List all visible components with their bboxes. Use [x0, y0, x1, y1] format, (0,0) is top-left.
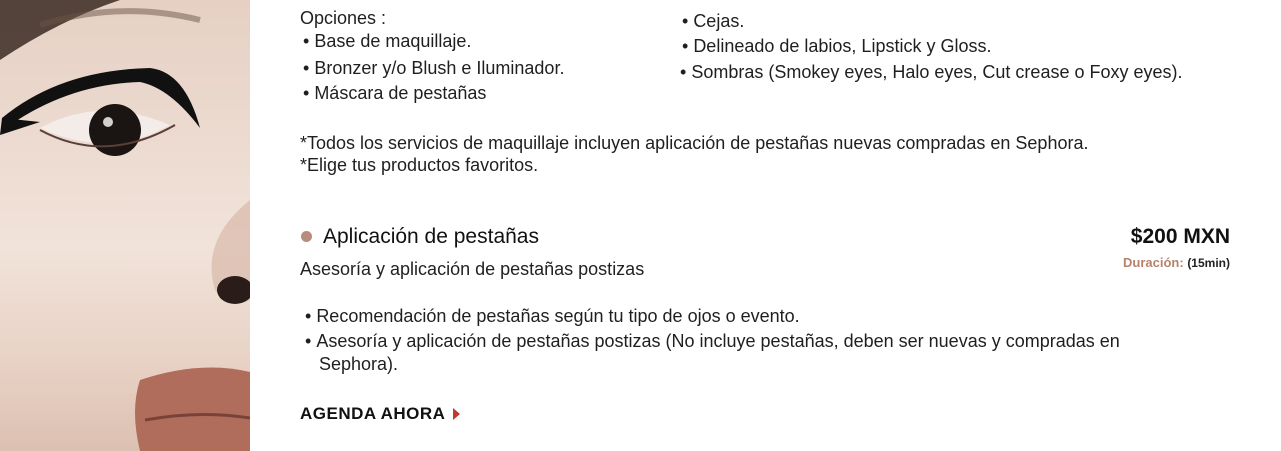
service-subtitle: Asesoría y aplicación de pestañas postizas	[300, 259, 645, 279]
service-bullet: • Recomendación de pestañas según tu tipo de ojos o evento.	[305, 305, 800, 328]
option-item: • Base de maquillaje.	[303, 30, 471, 53]
service-duration	[1123, 255, 1230, 270]
circle-icon	[301, 231, 312, 242]
face-illustration	[0, 0, 250, 451]
cta-label: AGENDA AHORA	[300, 404, 446, 423]
service-price: $200 MXN	[1130, 225, 1230, 248]
option-item: • Bronzer y/o Blush e Iluminador.	[303, 57, 564, 80]
service-details	[300, 0, 1240, 451]
option-item: • Delineado de labios, Lipstick y Gloss.	[682, 35, 991, 58]
service-title: Aplicación de pestañas	[323, 225, 539, 248]
option-item: • Cejas.	[682, 10, 744, 33]
option-item: • Máscara de pestañas	[303, 82, 486, 105]
note-text: *Elige tus productos favoritos.	[300, 155, 539, 175]
model-face-photo	[0, 0, 250, 451]
service-bullet-continuation: Sephora).	[319, 354, 399, 374]
caret-right-icon	[453, 408, 460, 420]
note-text: *Todos los servicios de maquillaje incluyen aplicación de pestañas nuevas compradas en Sephora.	[300, 133, 1089, 153]
option-item: • Sombras (Smokey eyes, Halo eyes, Cut crease o Foxy eyes).	[680, 61, 1183, 84]
service-bullet: • Asesoría y aplicación de pestañas postizas (No incluye pestañas, deben ser nuevas y compradas en	[305, 330, 1120, 353]
options-heading: Opciones :	[300, 8, 387, 28]
duration-value: (15min)	[1187, 256, 1230, 270]
agenda-ahora-button[interactable]	[300, 404, 460, 424]
duration-label: Duración:	[1123, 255, 1184, 270]
